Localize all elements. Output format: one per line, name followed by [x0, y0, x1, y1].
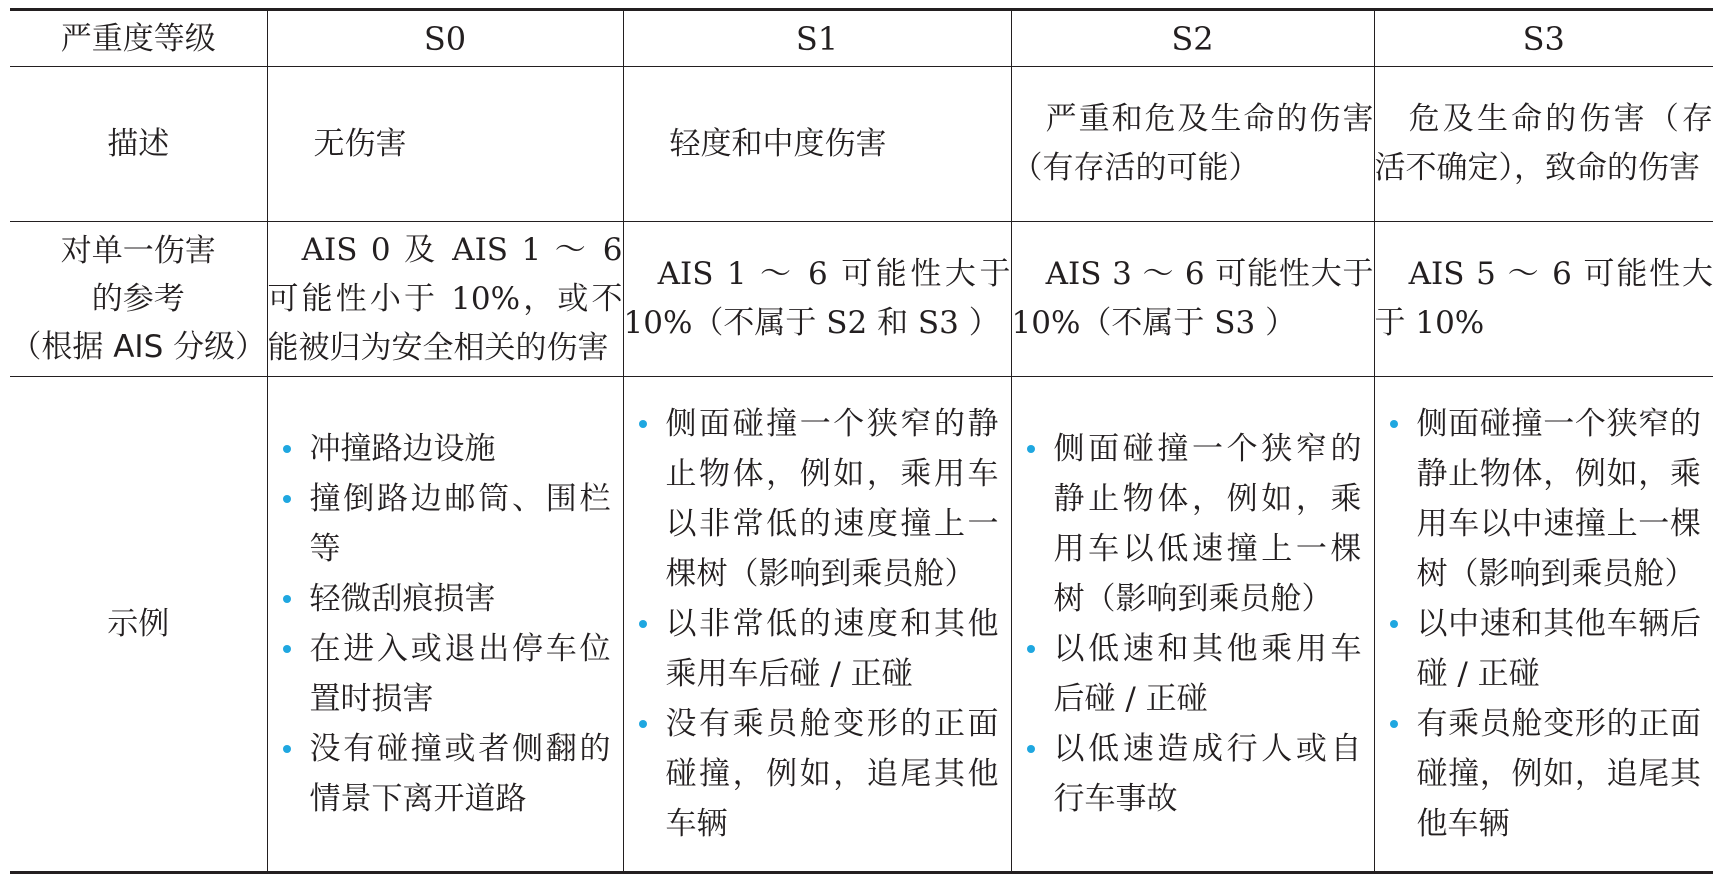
level-s1-header: S1: [623, 10, 1011, 67]
bullet-icon: [639, 420, 647, 428]
table-header-row: [10, 10, 1713, 67]
severity-level-table: [10, 8, 1713, 874]
examples-list-s3: [1375, 399, 1714, 849]
bullet-icon: [283, 595, 291, 603]
examples-s0: [267, 377, 623, 873]
list-item: 在进入或退出停车位置时损害: [310, 624, 611, 724]
reference-s2: AIS 3 ～ 6 可能性大于 10%（不属于 S3 ）: [1011, 222, 1374, 377]
level-s3-header: S3: [1374, 10, 1713, 67]
list-item: 侧面碰撞一个狭窄的静止物体，例如，乘用车以非常低的速度撞上一棵树（影响到乘员舱）: [666, 399, 999, 599]
list-item: 以低速和其他乘用车后碰 / 正碰: [1054, 624, 1362, 724]
description-row: [10, 67, 1713, 222]
bullet-icon: [1027, 645, 1035, 653]
bullet-icon: [1390, 420, 1398, 428]
severity-level-label: 严重度等级: [10, 10, 267, 67]
bullet-icon: [1390, 620, 1398, 628]
bullet-icon: [639, 620, 647, 628]
description-s1: 轻度和中度伤害: [623, 67, 1011, 222]
examples-label: 示例: [10, 377, 267, 873]
list-item: 没有乘员舱变形的正面碰撞，例如，追尾其他车辆: [666, 699, 999, 849]
examples-list-s2: [1012, 424, 1374, 824]
list-item: 以低速造成行人或自行车事故: [1054, 724, 1362, 824]
bullet-icon: [283, 645, 291, 653]
reference-label-line-3: （根据 AIS 分级）: [10, 329, 267, 365]
reference-label-line-2: 的参考: [91, 281, 185, 317]
examples-s3: [1374, 377, 1713, 873]
description-s0: 无伤害: [267, 67, 623, 222]
examples-s2: [1011, 377, 1374, 873]
bullet-icon: [1390, 720, 1398, 728]
bullet-icon: [1027, 445, 1035, 453]
level-s0-header: S0: [267, 10, 623, 67]
list-item: 有乘员舱变形的正面碰撞，例如，追尾其他车辆: [1417, 699, 1702, 849]
description-s3: 危及生命的伤害（存活不确定），致命的伤害: [1374, 67, 1713, 222]
description-label: 描述: [10, 67, 267, 222]
description-s2: 严重和危及生命的伤害（有存活的可能）: [1011, 67, 1374, 222]
bullet-icon: [283, 745, 291, 753]
list-item: 冲撞路边设施: [310, 424, 611, 474]
bullet-icon: [283, 495, 291, 503]
reference-label-line-1: 对单一伤害: [60, 233, 216, 269]
examples-list-s0: [268, 424, 623, 824]
bullet-icon: [1027, 745, 1035, 753]
list-item: 侧面碰撞一个狭窄的静止物体，例如，乘用车以中速撞上一棵树（影响到乘员舱）: [1417, 399, 1702, 599]
list-item: 以中速和其他车辆后碰 / 正碰: [1417, 599, 1702, 699]
bullet-icon: [283, 445, 291, 453]
reference-s3: AIS 5 ～ 6 可能性大于 10%: [1374, 222, 1713, 377]
list-item: 没有碰撞或者侧翻的情景下离开道路: [310, 724, 611, 824]
list-item: 撞倒路边邮筒、围栏等: [310, 474, 611, 574]
reference-s0: AIS 0 及 AIS 1 ～ 6 可能性小于 10%，或不能被归为安全相关的伤害: [267, 222, 623, 377]
reference-row: [10, 222, 1713, 377]
reference-label: [10, 222, 267, 377]
bullet-icon: [639, 720, 647, 728]
examples-row: [10, 377, 1713, 873]
level-s2-header: S2: [1011, 10, 1374, 67]
examples-s1: [623, 377, 1011, 873]
examples-list-s1: [624, 399, 1011, 849]
list-item: 轻微刮痕损害: [310, 574, 611, 624]
reference-s1: AIS 1 ～ 6 可能性大于 10%（不属于 S2 和 S3 ）: [623, 222, 1011, 377]
list-item: 侧面碰撞一个狭窄的静止物体，例如，乘用车以低速撞上一棵树（影响到乘员舱）: [1054, 424, 1362, 624]
list-item: 以非常低的速度和其他乘用车后碰 / 正碰: [666, 599, 999, 699]
